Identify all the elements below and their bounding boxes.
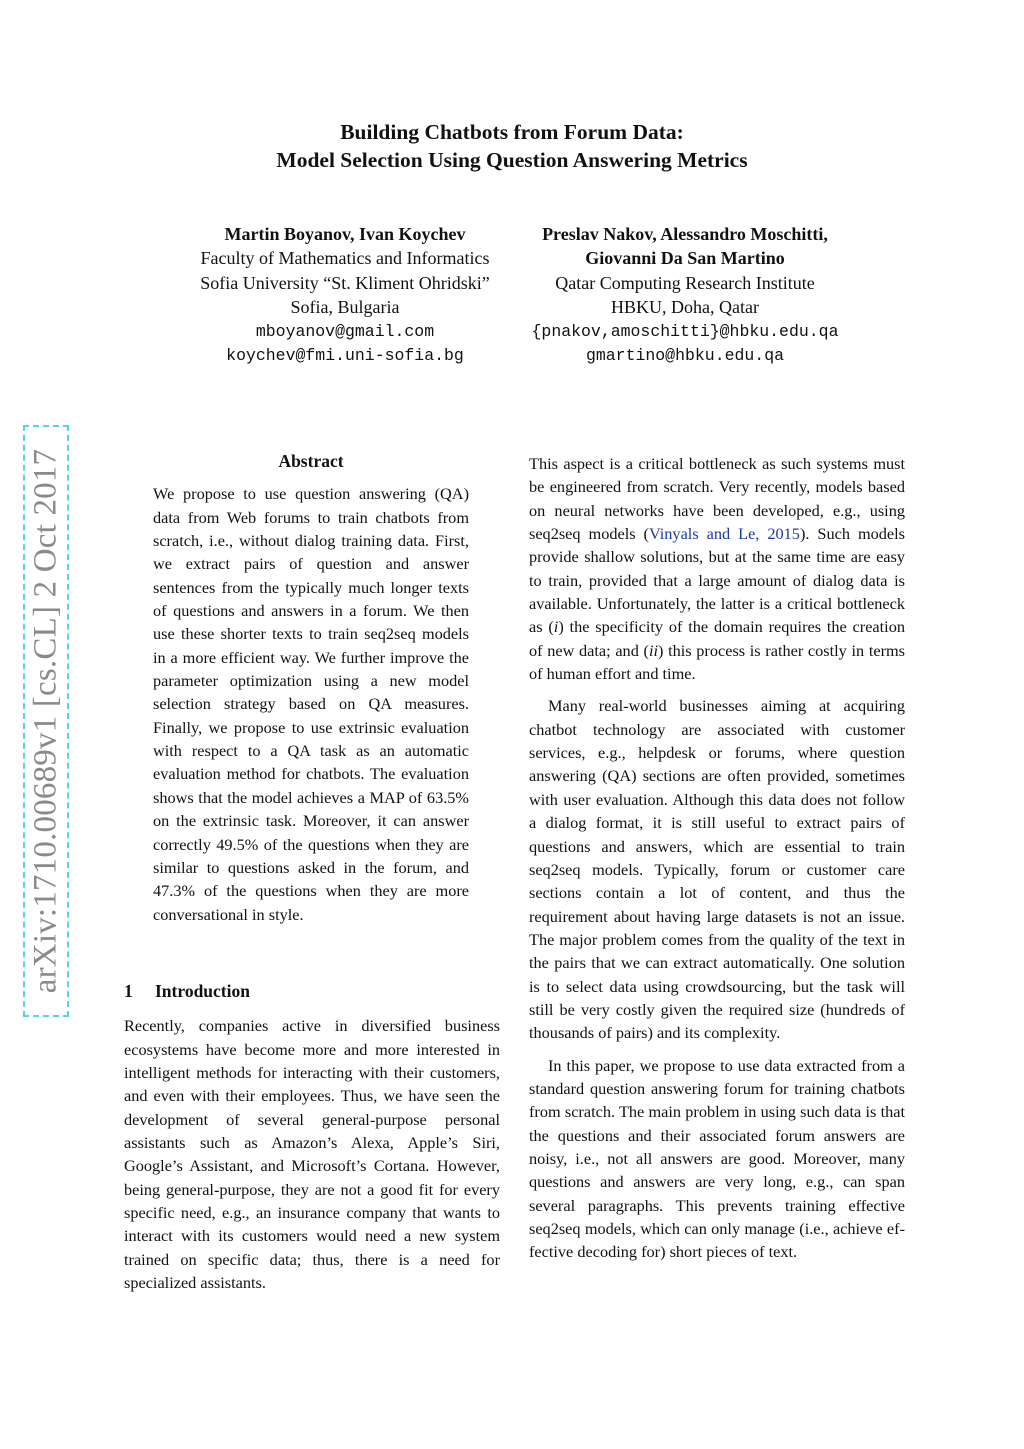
italic-numeral: i <box>553 617 559 637</box>
email-right-1: {pnakov,amoschitti}@hbku.edu.qa <box>531 321 839 341</box>
text-run: ). Such models provide shallow solutions, but at the same time are easy to train, provided that a large amount of dialog data is available. Unfortunately, the latter is a critical bottleneck as ( <box>529 524 905 637</box>
abstract-text: We propose to use question answering (QA) data from Web forums to train chatbots from scratch, i.e., without dialog training data. First, we extract pairs of question and answer sentences from the typically much longer texts of questions and answers in a forum. We then use these shorter texts to train seq2seq models in a more efficient way. We further improve the parameter optimization using a new model selection strategy based on QA measures. Finally, we propose to use extrinsic evaluation with respect to a QA task as an automatic evaluation method for chatbots. The evaluation shows that the model achieves a MAP of 63.5% on the extrinsic task. Moreover, it can answer correctly 49.5% of the questions when they are similar to questions asked in the forum, and 47.3% of the questions when they are more conversational in style. <box>153 484 469 924</box>
affiliation-left-2: Sofia University “St. Kliment Ohridski” <box>200 272 490 293</box>
email-left-2: koychev@fmi.uni-sofia.bg <box>226 346 464 366</box>
intro-paragraph-1: Recently, companies active in diversified business ecosystems have become more and more interested in intelligent methods for interacting with their customers, and even with their employees. Thus, we have seen the development of several general-purpose personal assistants such as Amazon’s Alexa, Apple’s Siri, Google’s Assistant, and Microsoft’s Cortana. However, being general-purpose, they are not a good fit for every specific need, e.g., an insurance company that wants to interact with its customers would need a new system trained on specific data; thus, there is a need for specialized assistants. <box>124 1016 500 1293</box>
section-number: 1 <box>124 981 133 1001</box>
introduction-section <box>124 980 500 1294</box>
citation-link[interactable]: Vinyals and Le, 2015 <box>648 524 800 544</box>
arxiv-id: arXiv:1710.00689v1 [cs.CL] 2 Oct 2017 <box>27 448 64 994</box>
author-names-left: Martin Boyanov, Ivan Koychev <box>224 224 466 244</box>
arxiv-stamp <box>23 425 69 1017</box>
title-line-2: Model Selection Using Question Answering Metrics <box>276 148 748 172</box>
location-left: Sofia, Bulgaria <box>290 297 400 318</box>
text-run: ) the specificity of the domain requires the creation of new data; and ( <box>529 617 905 660</box>
paper-title <box>0 118 1024 174</box>
author-block-left <box>170 222 520 368</box>
author-names-right-2: Giovanni Da San Martino <box>585 248 785 269</box>
abstract-section <box>153 450 469 926</box>
text-run: This aspect is a critical bottleneck as such systems must be engineered from scratch. Very recently, models based on neural networks have been developed, e.g., using seq2seq models ( <box>529 454 905 544</box>
author-names-right-1: Preslav Nakov, Alessandro Moschitti, <box>542 224 828 244</box>
affiliation-right-1: Qatar Computing Research Institute <box>555 272 815 293</box>
right-paragraph-1 <box>529 452 905 685</box>
introduction-heading <box>124 980 500 1003</box>
right-paragraph-2: Many real-world businesses aiming at acquiring chatbot technology are associated with customer services, e.g., helpdesk or forums, where question answering (QA) sections are often provided, sometimes with user evaluation. Although this data does not follow a dialog format, it is still useful to extract pairs of questions and answers, which are essential to train seq2seq models. Typically, forum or customer care sections contain a lot of content, and thus the requirement about having large datasets is not an issue. The major problem comes from the quality of the text in the pairs that we can extract automatically. One solution is to select data using crowdsourcing, but the task will still be very costly given the required size (hundreds of thousands of pairs) and its complexity. <box>529 696 905 1043</box>
section-title: Introduction <box>155 981 250 1001</box>
title-line-1: Building Chatbots from Forum Data: <box>340 120 684 144</box>
location-right: HBKU, Doha, Qatar <box>611 297 759 318</box>
text-run: ) this process is rather costly in terms of human effort and time. <box>529 640 905 684</box>
email-right-2: gmartino@hbku.edu.qa <box>585 346 785 366</box>
email-left-1: mboyanov@gmail.com <box>255 321 435 341</box>
abstract-heading: Abstract <box>278 451 344 471</box>
right-paragraph-3: In this paper, we propose to use data extracted from a standard question answering forum for training chatbots from scratch. The main problem in using such data is that the questions and their associated forum answers are noisy, i.e., not all answers are good. Moreover, many questions and answers are very long, e.g., can span several paragraphs. This prevents training effective seq2seq models, which can only manage (i.e., achieve effective decoding for) short pieces of text. <box>529 1055 905 1262</box>
affiliation-left-1: Faculty of Mathematics and Informatics <box>200 248 490 269</box>
right-column <box>529 452 905 1273</box>
italic-numeral: ii <box>648 640 658 660</box>
author-block-right <box>490 222 880 368</box>
